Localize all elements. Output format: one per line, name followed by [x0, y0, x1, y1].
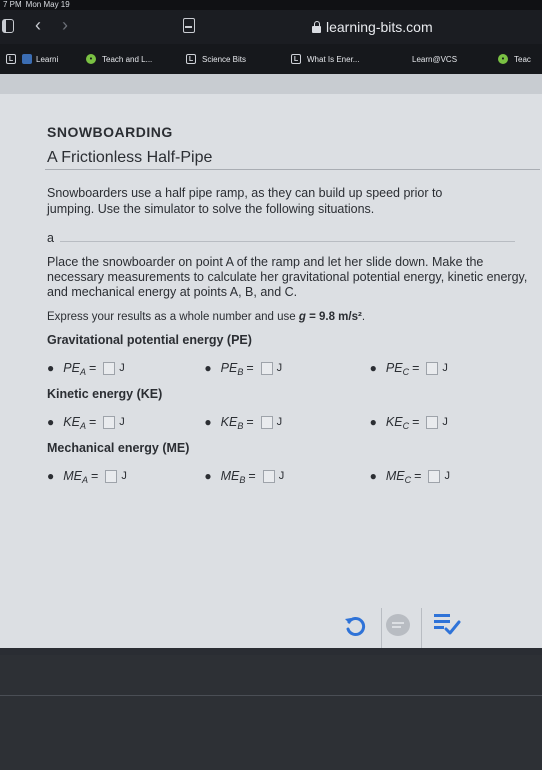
equals-sign: =: [88, 415, 97, 429]
g-symbol: g: [298, 311, 306, 323]
bookmark-label: Teac: [514, 54, 531, 64]
bullet: ●: [47, 469, 55, 483]
point-subscript: B: [237, 367, 244, 377]
back-arrow-icon[interactable]: ‹: [35, 15, 41, 35]
part-label: a: [47, 231, 54, 245]
bookmark-label: Learni: [36, 54, 59, 64]
learn-icon: L: [6, 54, 16, 64]
equals-sign: =: [414, 469, 422, 483]
answer-row: [47, 467, 527, 485]
answer-item: [370, 361, 527, 375]
energy-symbol: PE: [63, 361, 80, 375]
bullet: ●: [204, 361, 212, 375]
point-subscript: A: [79, 421, 86, 431]
unit-label: J: [276, 362, 283, 374]
point-subscript: B: [237, 421, 244, 431]
bookmark-label: Science Bits: [202, 54, 247, 64]
bookmark-label: What Is Ener...: [307, 54, 360, 64]
answer-item: [204, 469, 369, 483]
bullet: ●: [47, 415, 55, 429]
browser-toolbar: [0, 10, 542, 44]
learn-logo-icon: [22, 54, 32, 64]
answer-sections: [47, 333, 527, 485]
unit-label: J: [442, 416, 448, 428]
energy-page-icon: L: [291, 54, 301, 64]
unit-label: J: [119, 416, 125, 428]
answer-row: [47, 413, 527, 431]
part-divider: [60, 241, 515, 242]
answer-input[interactable]: [263, 470, 275, 483]
unit-label: J: [121, 470, 127, 482]
bookmark-teach[interactable]: [86, 52, 152, 66]
g-value: = 9.8 m/s²: [305, 311, 362, 323]
answer-item: [204, 415, 369, 429]
toolbar-divider: [381, 608, 382, 648]
bullet: ●: [204, 415, 212, 429]
toolbar-divider: [421, 608, 422, 648]
address-bar[interactable]: [312, 19, 433, 35]
energy-symbol: KE: [63, 415, 80, 429]
energy-symbol: ME: [385, 469, 405, 483]
bullet: ●: [47, 361, 55, 375]
answer-item: [47, 361, 204, 375]
answer-input[interactable]: [426, 362, 438, 375]
bullet: ●: [204, 469, 212, 483]
bookmark-label: Learn@VCS: [412, 54, 458, 64]
answer-input[interactable]: [261, 416, 273, 429]
page-header-band: [0, 74, 542, 94]
energy-symbol: ME: [220, 469, 240, 483]
sidebar-toggle-icon[interactable]: [2, 19, 14, 33]
chat-bubble-icon[interactable]: [386, 614, 410, 636]
point-subscript: C: [402, 421, 410, 431]
bookmark-science-bits[interactable]: [186, 52, 246, 66]
equals-sign: =: [91, 469, 99, 483]
forward-arrow-icon[interactable]: ›: [62, 15, 68, 35]
activity-content: [47, 124, 527, 485]
bookmarks-bar: [0, 44, 542, 74]
bookmark-learn[interactable]: [6, 52, 58, 66]
answer-item: [370, 415, 527, 429]
bookmark-energy[interactable]: [291, 52, 359, 66]
unit-label: J: [119, 362, 125, 374]
answer-item: [204, 361, 369, 375]
status-date: Mon May 19: [25, 0, 70, 9]
below-page-area: [0, 655, 542, 770]
bottom-divider: [0, 695, 542, 696]
energy-symbol: KE: [385, 415, 403, 429]
activity-intro: Snowboarders use a half pipe ramp, as they can build up speed prior to jumping. Use the simulator to solve the following situations.: [47, 186, 443, 216]
express-suffix: .: [361, 311, 366, 323]
answer-input[interactable]: [261, 362, 273, 375]
science-bits-icon: L: [186, 54, 196, 64]
address-text: learning-bits.com: [326, 19, 433, 35]
unit-label: J: [442, 362, 448, 374]
answer-input[interactable]: [103, 362, 115, 375]
point-subscript: A: [79, 367, 86, 377]
answer-input[interactable]: [428, 470, 440, 483]
bookmark-vcs[interactable]: [412, 52, 457, 66]
express-instruction: [47, 311, 527, 323]
status-time: 7 PM: [3, 0, 22, 9]
section-heading: Kinetic energy (KE): [47, 387, 163, 401]
activity-kicker: SNOWBOARDING: [47, 124, 173, 140]
section-heading: Gravitational potential energy (PE): [47, 333, 252, 347]
energy-symbol: ME: [63, 469, 82, 483]
part-a-header: [47, 231, 527, 245]
unit-label: J: [278, 470, 285, 482]
unit-label: J: [444, 470, 450, 482]
section-heading: Mechanical energy (ME): [47, 441, 190, 455]
chat-lines: [386, 614, 410, 636]
activity-page: [0, 74, 542, 648]
bullet: ●: [369, 361, 377, 375]
express-prefix: Express your results as a whole number and use: [47, 311, 299, 323]
equals-sign: =: [412, 361, 420, 375]
bullet: ●: [369, 469, 377, 483]
answer-input[interactable]: [103, 416, 115, 429]
task-text: Place the snowboarder on point A of the ramp and let her slide down. Make the necessary measurements to calculate her gravitational potential energy, kinetic energy, and mechanical energy at points A, B, and C.: [47, 255, 528, 299]
tab-overview-icon[interactable]: [183, 18, 195, 33]
energy-symbol: KE: [220, 415, 238, 429]
equals-sign: =: [412, 415, 420, 429]
activity-title: A Frictionless Half-Pipe: [47, 149, 213, 166]
point-subscript: B: [239, 475, 246, 485]
bookmark-teach-2[interactable]: [498, 52, 531, 66]
checklist-icon[interactable]: [433, 612, 461, 636]
lock-icon: [312, 26, 321, 33]
unit-label: J: [276, 416, 283, 428]
point-subscript: C: [404, 475, 412, 485]
bullet: ●: [369, 415, 377, 429]
equals-sign: =: [88, 361, 97, 375]
answer-input[interactable]: [105, 470, 117, 483]
answer-row: [47, 359, 527, 377]
answer-item: [47, 469, 204, 483]
bookmark-label: Teach and L...: [102, 54, 153, 64]
equals-sign: =: [248, 469, 256, 483]
teach-icon: •: [86, 54, 96, 64]
energy-symbol: PE: [385, 361, 403, 375]
teach-icon-2: •: [498, 54, 508, 64]
energy-symbol: PE: [220, 361, 238, 375]
point-subscript: C: [402, 367, 410, 377]
status-bar: [0, 0, 542, 10]
answer-input[interactable]: [426, 416, 438, 429]
answer-item: [47, 415, 204, 429]
activity-toolbar: [315, 614, 542, 648]
equals-sign: =: [246, 415, 254, 429]
title-divider: [45, 169, 540, 170]
equals-sign: =: [246, 361, 254, 375]
undo-icon[interactable]: [343, 614, 367, 638]
point-subscript: A: [82, 475, 89, 485]
answer-item: [370, 469, 527, 483]
